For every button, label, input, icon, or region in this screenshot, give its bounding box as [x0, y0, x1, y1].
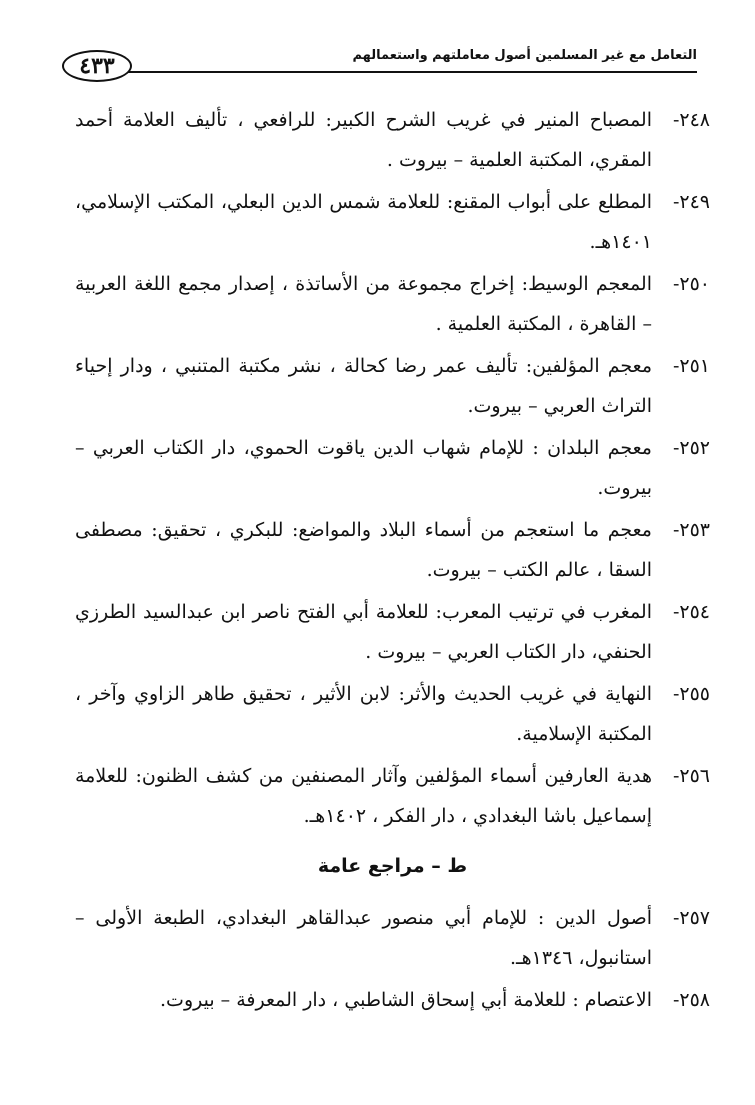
entry-text: هدية العارفين أسماء المؤلفين وآثار المصنفين من كشف الظنون: للعلامة إسماعيل باشا البغدادي ، دار الفكر ، ١٤٠٢هـ.	[75, 765, 652, 827]
entry-number: ٢٥٥-	[672, 683, 710, 705]
entry-text: معجم المؤلفين: تأليف عمر رضا كحالة ، نشر مكتبة المتنبي ، ودار إحياء التراث العربي – بيروت.	[75, 355, 652, 417]
entry-text: المصباح المنير في غريب الشرح الكبير: للرافعي ، تأليف العلامة أحمد المقري، المكتبة العلمية – بيروت .	[75, 109, 652, 171]
entry-text: المعجم الوسيط: إخراج مجموعة من الأساتذة ، إصدار مجمع اللغة العربية – القاهرة ، المكتبة العلمية .	[75, 273, 652, 335]
entry-number: ٢٤٨-	[672, 109, 710, 131]
entry-text: معجم البلدان : للإمام شهاب الدين ياقوت الحموي، دار الكتاب العربي – بيروت.	[75, 437, 652, 499]
entry-number: ٢٤٩-	[672, 191, 710, 213]
entry-number: ٢٥٧-	[672, 907, 710, 929]
entry-text: الاعتصام : للعلامة أبي إسحاق الشاطبي ، دار المعرفة – بيروت.	[160, 989, 652, 1011]
running-title: التعامل مع غير المسلمين أصول معاملتهم واستعمالهم	[352, 48, 697, 63]
bibliography-entry	[75, 428, 710, 508]
entry-number: ٢٥٢-	[672, 437, 710, 459]
bibliography-entry	[75, 898, 710, 978]
bibliography-entry	[75, 592, 710, 672]
entry-text: المغرب في ترتيب المعرب: للعلامة أبي الفتح ناصر ابن عبدالسيد الطرزي الحنفي، دار الكتاب العربي – بيروت .	[75, 601, 652, 663]
section-heading: ط – مراجع عامة	[317, 855, 468, 877]
bibliography-entry	[75, 510, 710, 590]
bibliography-entry	[75, 980, 710, 1020]
entry-text: النهاية في غريب الحديث والأثر: لابن الأثير ، تحقيق طاهر الزاوي وآخر ، المكتبة الإسلامية.	[75, 683, 652, 745]
entry-number: ٢٥١-	[672, 355, 710, 377]
bibliography-entry	[75, 100, 710, 180]
bibliography-entry	[75, 264, 710, 344]
header-rule	[128, 71, 697, 73]
entry-number: ٢٥٤-	[672, 601, 710, 623]
entry-text: المطلع على أبواب المقنع: للعلامة شمس الدين البعلي، المكتب الإسلامي، ١٤٠١هـ.	[75, 191, 652, 253]
entry-text: معجم ما استعجم من أسماء البلاد والمواضع: للبكري ، تحقيق: مصطفى السقا ، عالم الكتب – بيروت.	[75, 519, 652, 581]
entry-number: ٢٥٣-	[672, 519, 710, 541]
entry-number: ٢٥٦-	[672, 765, 710, 787]
bibliography-entry	[75, 674, 710, 754]
entry-number: ٢٥٨-	[672, 989, 710, 1011]
page-number: ٤٣٣	[62, 50, 132, 82]
bibliography-entry	[75, 756, 710, 836]
bibliography-entry	[75, 346, 710, 426]
entry-number: ٢٥٠-	[672, 273, 710, 295]
page-content	[75, 100, 710, 1022]
bibliography-entry	[75, 182, 710, 262]
entry-text: أصول الدين : للإمام أبي منصور عبدالقاهر البغدادي، الطبعة الأولى – استانبول، ١٣٤٦هـ.	[75, 907, 652, 969]
page-header	[62, 44, 697, 88]
